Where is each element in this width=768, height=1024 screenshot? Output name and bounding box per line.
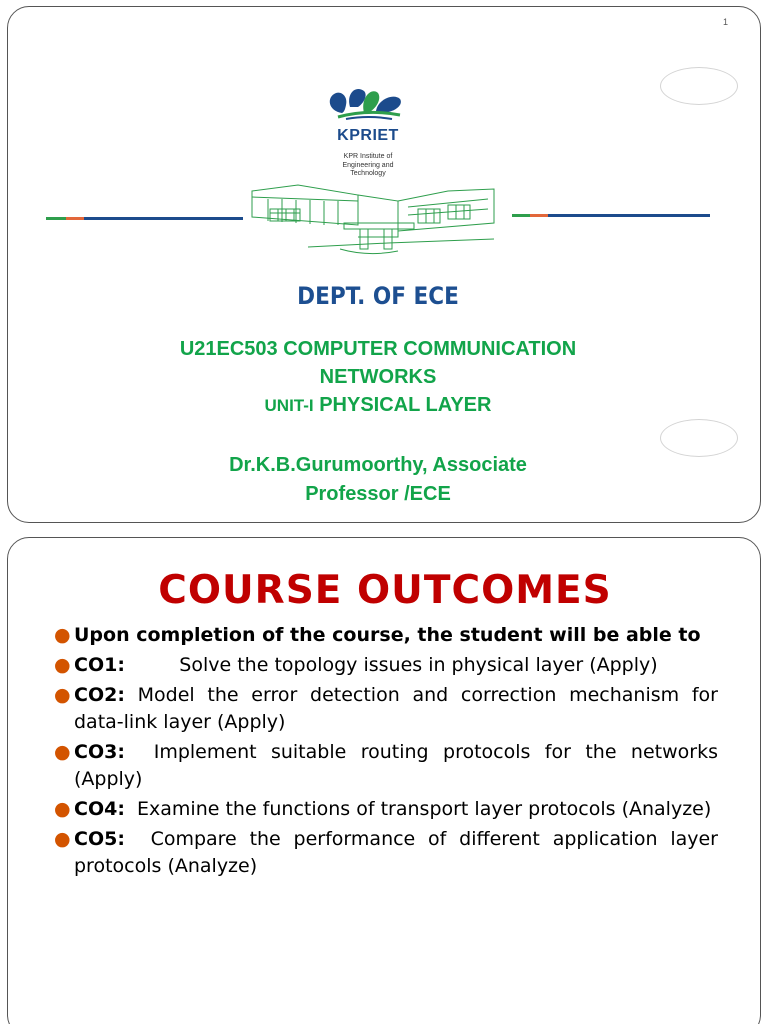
logo-name: KPRIET bbox=[337, 127, 399, 144]
kpriet-emblem-icon bbox=[320, 83, 416, 127]
course-title-line1: U21EC503 COMPUTER COMMUNICATION bbox=[179, 338, 577, 360]
campus-building-illustration bbox=[248, 177, 504, 261]
department-heading: DEPT. OF ECE bbox=[297, 282, 459, 310]
author-line2: Professor /ECE bbox=[305, 483, 451, 505]
list-item: ● Upon completion of the course, the student will be able to bbox=[50, 622, 718, 649]
unit-title: UNIT-I PHYSICAL LAYER bbox=[264, 394, 492, 416]
outcomes-list bbox=[50, 622, 718, 883]
institute-logo bbox=[248, 81, 504, 261]
course-outcomes-title: COURSE OUTCOMES bbox=[158, 568, 612, 613]
bullet-icon: ● bbox=[54, 684, 71, 706]
list-item: ● CO4: Examine the functions of transport layer protocols (Analyze) bbox=[50, 796, 718, 823]
bullet-icon: ● bbox=[54, 828, 71, 850]
decorative-rule-right bbox=[512, 214, 710, 217]
course-outcomes-slide bbox=[7, 537, 761, 1024]
bullet-icon: ● bbox=[54, 798, 71, 820]
bullet-icon: ● bbox=[54, 741, 71, 763]
title-slide bbox=[7, 6, 761, 523]
bullet-icon: ● bbox=[54, 654, 71, 676]
list-item: ● CO1: Solve the topology issues in physical layer (Apply) bbox=[50, 652, 718, 679]
list-item: ● CO5: Compare the performance of different application layer protocols (Analyze) bbox=[54, 828, 718, 877]
logo-subtitle: KPR Institute of Engineering and Technology bbox=[342, 153, 394, 177]
decorative-oval-top bbox=[660, 67, 738, 105]
author-block bbox=[8, 451, 748, 509]
page-number: 1 bbox=[722, 17, 728, 27]
course-title-block bbox=[8, 335, 748, 420]
decorative-rule-left bbox=[46, 217, 243, 220]
author-line1: Dr.K.B.Gurumoorthy, Associate bbox=[229, 454, 527, 476]
course-title-line2: NETWORKS bbox=[319, 366, 437, 388]
bullet-icon: ● bbox=[54, 624, 71, 646]
list-item: ● CO2: Model the error detection and correction mechanism for data-link layer (Apply) bbox=[54, 684, 718, 733]
list-item: ● CO3: Implement suitable routing protocols for the networks (Apply) bbox=[54, 741, 718, 790]
